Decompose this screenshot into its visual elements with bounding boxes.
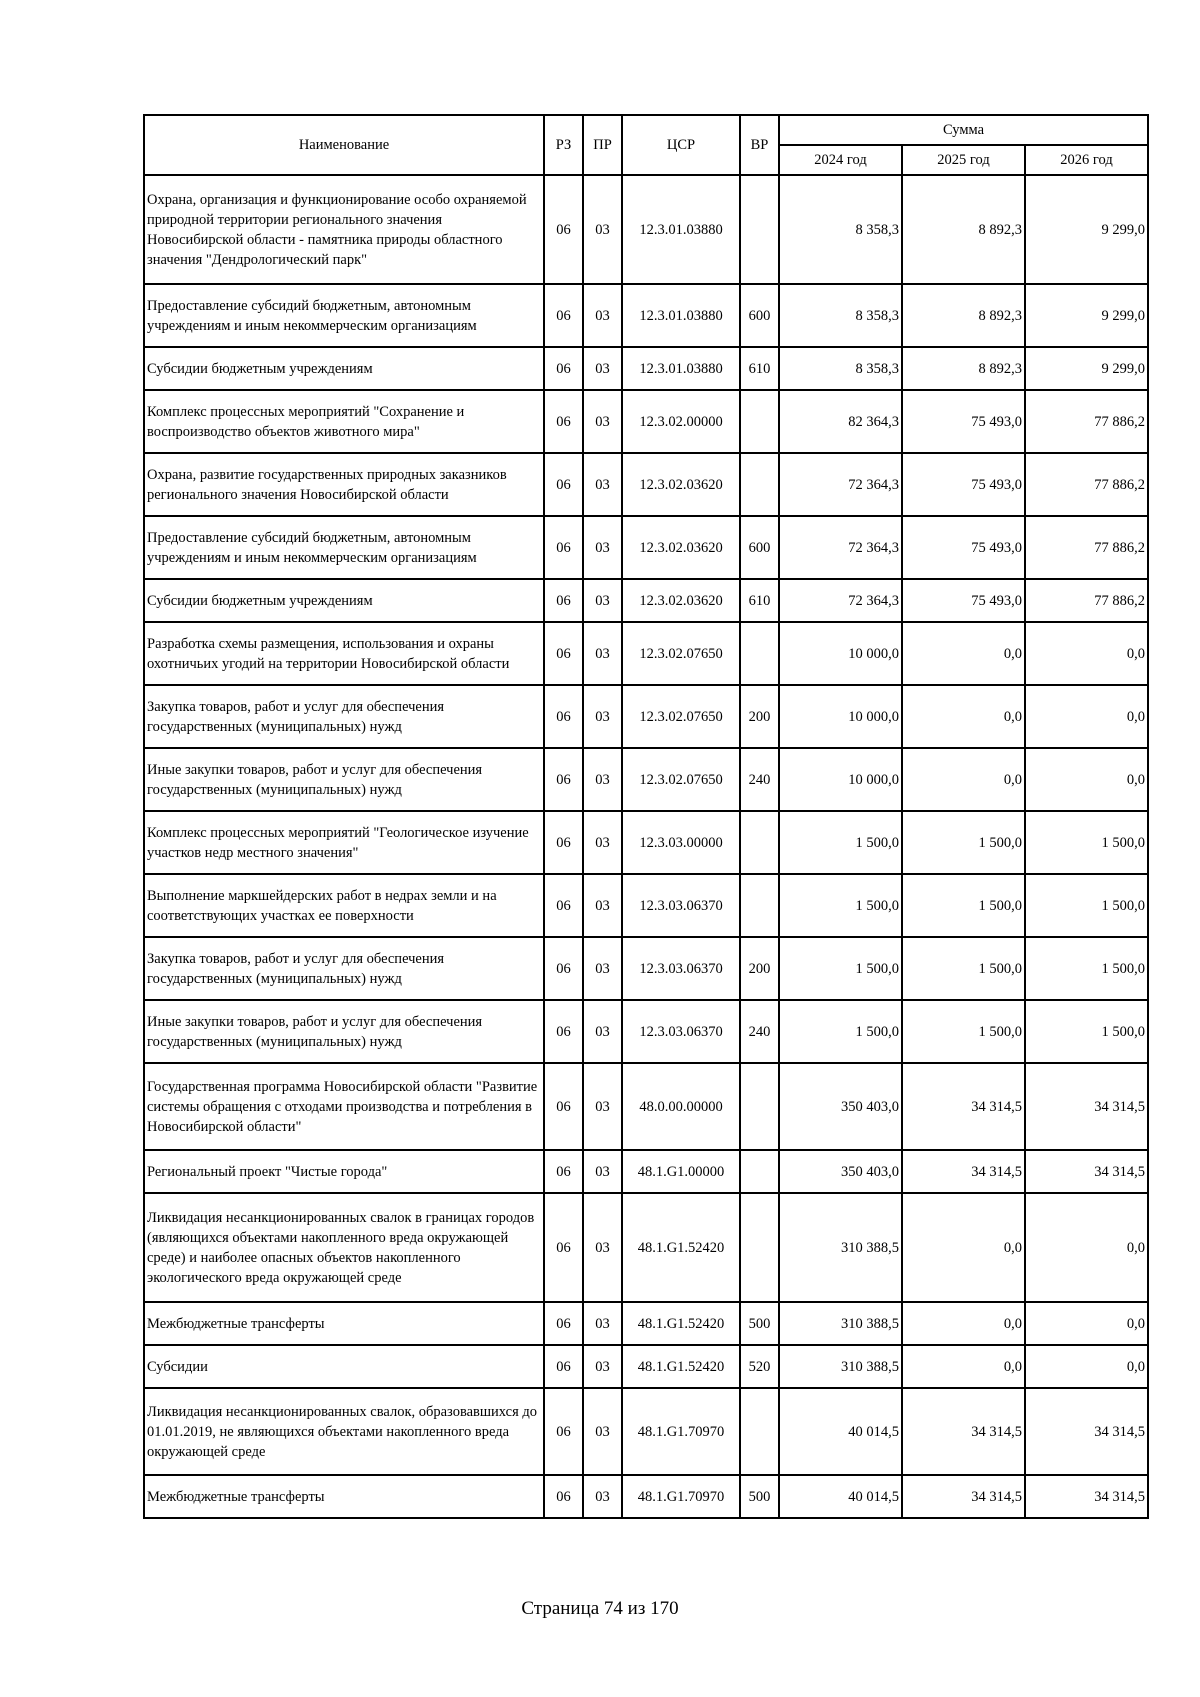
table-row (144, 1193, 1148, 1302)
row-vr: 600 (740, 284, 779, 347)
table-row (144, 874, 1148, 937)
header-csr: ЦСР (622, 115, 740, 175)
row-sum-2025: 0,0 (902, 1345, 1025, 1388)
row-sum-2025: 0,0 (902, 1302, 1025, 1345)
row-rz: 06 (544, 347, 583, 390)
row-rz: 06 (544, 516, 583, 579)
row-sum-2025: 0,0 (902, 685, 1025, 748)
row-vr (740, 1193, 779, 1302)
row-rz: 06 (544, 1345, 583, 1388)
row-sum-2024: 40 014,5 (779, 1388, 902, 1475)
row-rz: 06 (544, 1000, 583, 1063)
row-name: Субсидии бюджетным учреждениям (144, 347, 544, 390)
row-pr: 03 (583, 579, 622, 622)
row-pr: 03 (583, 1302, 622, 1345)
row-pr: 03 (583, 347, 622, 390)
row-rz: 06 (544, 1302, 583, 1345)
row-sum-2025: 75 493,0 (902, 390, 1025, 453)
row-pr: 03 (583, 1193, 622, 1302)
table-row (144, 811, 1148, 874)
row-pr: 03 (583, 390, 622, 453)
row-sum-2024: 8 358,3 (779, 175, 902, 284)
row-name: Выполнение маркшейдерских работ в недрах земли и на соответствующих участках ее поверхности (144, 874, 544, 937)
table-row (144, 453, 1148, 516)
row-vr (740, 390, 779, 453)
row-sum-2024: 40 014,5 (779, 1475, 902, 1518)
row-pr: 03 (583, 1475, 622, 1518)
row-sum-2024: 310 388,5 (779, 1302, 902, 1345)
row-vr: 600 (740, 516, 779, 579)
row-rz: 06 (544, 1150, 583, 1193)
row-pr: 03 (583, 1345, 622, 1388)
table-row (144, 579, 1148, 622)
row-sum-2026: 77 886,2 (1025, 390, 1148, 453)
row-sum-2025: 8 892,3 (902, 347, 1025, 390)
row-csr: 12.3.02.07650 (622, 685, 740, 748)
row-pr: 03 (583, 1000, 622, 1063)
row-rz: 06 (544, 874, 583, 937)
row-sum-2025: 75 493,0 (902, 579, 1025, 622)
table-row (144, 1063, 1148, 1150)
table-row (144, 622, 1148, 685)
row-vr (740, 1388, 779, 1475)
table-row (144, 390, 1148, 453)
row-vr (740, 874, 779, 937)
row-vr (740, 1150, 779, 1193)
table-row (144, 1345, 1148, 1388)
table-row (144, 1388, 1148, 1475)
row-csr: 12.3.02.03620 (622, 579, 740, 622)
row-sum-2026: 34 314,5 (1025, 1475, 1148, 1518)
row-sum-2025: 75 493,0 (902, 453, 1025, 516)
row-name: Охрана, организация и функционирование особо охраняемой природной территории регионального значения Новосибирской области - памятника природы областного значения "Дендрологический парк" (144, 175, 544, 284)
header-pr: ПР (583, 115, 622, 175)
row-sum-2025: 34 314,5 (902, 1475, 1025, 1518)
table-row (144, 347, 1148, 390)
row-name: Субсидии (144, 1345, 544, 1388)
row-csr: 12.3.03.06370 (622, 1000, 740, 1063)
row-vr: 500 (740, 1302, 779, 1345)
header-year-2024: 2024 год (779, 145, 902, 175)
header-year-2025: 2025 год (902, 145, 1025, 175)
row-name: Региональный проект "Чистые города" (144, 1150, 544, 1193)
row-sum-2026: 34 314,5 (1025, 1063, 1148, 1150)
row-csr: 12.3.02.07650 (622, 748, 740, 811)
row-rz: 06 (544, 1475, 583, 1518)
row-csr: 48.1.G1.52420 (622, 1302, 740, 1345)
row-rz: 06 (544, 1388, 583, 1475)
row-sum-2024: 1 500,0 (779, 1000, 902, 1063)
row-pr: 03 (583, 1388, 622, 1475)
row-vr: 610 (740, 347, 779, 390)
header-name: Наименование (144, 115, 544, 175)
row-sum-2026: 0,0 (1025, 622, 1148, 685)
table-row (144, 748, 1148, 811)
row-rz: 06 (544, 175, 583, 284)
row-sum-2025: 75 493,0 (902, 516, 1025, 579)
budget-table (143, 114, 1149, 1519)
table-row (144, 685, 1148, 748)
row-name: Предоставление субсидий бюджетным, автономным учреждениям и иным некоммерческим организациям (144, 516, 544, 579)
row-sum-2026: 77 886,2 (1025, 453, 1148, 516)
row-sum-2025: 1 500,0 (902, 1000, 1025, 1063)
row-sum-2026: 9 299,0 (1025, 175, 1148, 284)
row-sum-2024: 8 358,3 (779, 284, 902, 347)
row-sum-2026: 77 886,2 (1025, 579, 1148, 622)
row-sum-2026: 0,0 (1025, 748, 1148, 811)
table-row (144, 1302, 1148, 1345)
row-csr: 12.3.01.03880 (622, 284, 740, 347)
row-rz: 06 (544, 579, 583, 622)
row-vr: 500 (740, 1475, 779, 1518)
table-row (144, 284, 1148, 347)
row-sum-2026: 9 299,0 (1025, 347, 1148, 390)
row-pr: 03 (583, 175, 622, 284)
row-rz: 06 (544, 453, 583, 516)
row-vr: 610 (740, 579, 779, 622)
row-sum-2025: 34 314,5 (902, 1388, 1025, 1475)
row-sum-2024: 10 000,0 (779, 622, 902, 685)
row-pr: 03 (583, 516, 622, 579)
row-csr: 12.3.01.03880 (622, 175, 740, 284)
row-sum-2024: 72 364,3 (779, 453, 902, 516)
row-sum-2026: 1 500,0 (1025, 811, 1148, 874)
row-vr: 520 (740, 1345, 779, 1388)
table-row (144, 1150, 1148, 1193)
row-sum-2024: 82 364,3 (779, 390, 902, 453)
row-sum-2026: 34 314,5 (1025, 1150, 1148, 1193)
row-pr: 03 (583, 937, 622, 1000)
table-row (144, 1475, 1148, 1518)
row-csr: 12.3.02.03620 (622, 516, 740, 579)
row-csr: 12.3.03.06370 (622, 874, 740, 937)
row-sum-2024: 10 000,0 (779, 748, 902, 811)
row-sum-2024: 1 500,0 (779, 874, 902, 937)
table-row (144, 937, 1148, 1000)
row-rz: 06 (544, 811, 583, 874)
row-vr: 200 (740, 685, 779, 748)
row-sum-2025: 0,0 (902, 1193, 1025, 1302)
row-sum-2024: 1 500,0 (779, 811, 902, 874)
row-sum-2025: 8 892,3 (902, 175, 1025, 284)
row-name: Комплекс процессных мероприятий "Геологическое изучение участков недр местного значения" (144, 811, 544, 874)
row-pr: 03 (583, 748, 622, 811)
row-name: Межбюджетные трансферты (144, 1302, 544, 1345)
row-sum-2024: 350 403,0 (779, 1063, 902, 1150)
row-sum-2024: 310 388,5 (779, 1345, 902, 1388)
row-pr: 03 (583, 453, 622, 516)
row-rz: 06 (544, 685, 583, 748)
row-rz: 06 (544, 622, 583, 685)
header-sum: Сумма (779, 115, 1148, 145)
row-pr: 03 (583, 1150, 622, 1193)
row-sum-2026: 0,0 (1025, 685, 1148, 748)
row-sum-2024: 310 388,5 (779, 1193, 902, 1302)
row-sum-2025: 0,0 (902, 622, 1025, 685)
row-rz: 06 (544, 1063, 583, 1150)
row-sum-2024: 1 500,0 (779, 937, 902, 1000)
row-sum-2024: 8 358,3 (779, 347, 902, 390)
page-number: Страница 74 из 170 (521, 1598, 679, 1619)
row-csr: 12.3.03.06370 (622, 937, 740, 1000)
row-sum-2024: 10 000,0 (779, 685, 902, 748)
row-sum-2025: 1 500,0 (902, 811, 1025, 874)
table-row (144, 516, 1148, 579)
row-rz: 06 (544, 748, 583, 811)
row-name: Межбюджетные трансферты (144, 1475, 544, 1518)
row-name: Закупка товаров, работ и услуг для обеспечения государственных (муниципальных) нужд (144, 937, 544, 1000)
row-csr: 12.3.02.07650 (622, 622, 740, 685)
header-vr: ВР (740, 115, 779, 175)
row-name: Субсидии бюджетным учреждениям (144, 579, 544, 622)
row-name: Охрана, развитие государственных природных заказников регионального значения Новосибирской области (144, 453, 544, 516)
row-sum-2026: 34 314,5 (1025, 1388, 1148, 1475)
row-sum-2026: 0,0 (1025, 1193, 1148, 1302)
row-csr: 12.3.02.03620 (622, 453, 740, 516)
row-sum-2026: 0,0 (1025, 1302, 1148, 1345)
row-csr: 48.1.G1.70970 (622, 1388, 740, 1475)
row-name: Иные закупки товаров, работ и услуг для обеспечения государственных (муниципальных) нужд (144, 748, 544, 811)
row-rz: 06 (544, 1193, 583, 1302)
table-row (144, 175, 1148, 284)
row-csr: 48.0.00.00000 (622, 1063, 740, 1150)
row-csr: 48.1.G1.52420 (622, 1193, 740, 1302)
row-name: Разработка схемы размещения, использования и охраны охотничьих угодий на территории Новосибирской области (144, 622, 544, 685)
row-pr: 03 (583, 284, 622, 347)
row-sum-2026: 1 500,0 (1025, 874, 1148, 937)
header-rz: РЗ (544, 115, 583, 175)
row-name: Закупка товаров, работ и услуг для обеспечения государственных (муниципальных) нужд (144, 685, 544, 748)
row-pr: 03 (583, 1063, 622, 1150)
row-vr (740, 175, 779, 284)
row-sum-2025: 1 500,0 (902, 937, 1025, 1000)
row-pr: 03 (583, 622, 622, 685)
row-rz: 06 (544, 390, 583, 453)
row-sum-2024: 72 364,3 (779, 516, 902, 579)
row-pr: 03 (583, 685, 622, 748)
row-sum-2026: 77 886,2 (1025, 516, 1148, 579)
row-sum-2026: 0,0 (1025, 1345, 1148, 1388)
row-name: Государственная программа Новосибирской области "Развитие системы обращения с отходами производства и потребления в Новосибирской области" (144, 1063, 544, 1150)
row-vr: 240 (740, 748, 779, 811)
row-vr (740, 811, 779, 874)
row-pr: 03 (583, 874, 622, 937)
row-sum-2026: 1 500,0 (1025, 1000, 1148, 1063)
row-csr: 48.1.G1.52420 (622, 1345, 740, 1388)
row-vr (740, 453, 779, 516)
row-name: Ликвидация несанкционированных свалок в границах городов (являющихся объектами накопленного вреда окружающей среде) и наиболее опасных объектов накопленного экологического вреда окружающей среде (144, 1193, 544, 1302)
row-name: Предоставление субсидий бюджетным, автономным учреждениям и иным некоммерческим организациям (144, 284, 544, 347)
row-rz: 06 (544, 284, 583, 347)
row-sum-2024: 72 364,3 (779, 579, 902, 622)
row-name: Иные закупки товаров, работ и услуг для обеспечения государственных (муниципальных) нужд (144, 1000, 544, 1063)
row-name: Ликвидация несанкционированных свалок, образовавшихся до 01.01.2019, не являющихся объектами накопленного вреда окружающей среде (144, 1388, 544, 1475)
row-vr: 200 (740, 937, 779, 1000)
row-csr: 48.1.G1.70970 (622, 1475, 740, 1518)
row-sum-2026: 9 299,0 (1025, 284, 1148, 347)
header-year-2026: 2026 год (1025, 145, 1148, 175)
row-sum-2025: 1 500,0 (902, 874, 1025, 937)
row-csr: 12.3.03.00000 (622, 811, 740, 874)
row-rz: 06 (544, 937, 583, 1000)
row-pr: 03 (583, 811, 622, 874)
row-sum-2025: 34 314,5 (902, 1063, 1025, 1150)
row-csr: 48.1.G1.00000 (622, 1150, 740, 1193)
row-sum-2026: 1 500,0 (1025, 937, 1148, 1000)
row-csr: 12.3.01.03880 (622, 347, 740, 390)
row-csr: 12.3.02.00000 (622, 390, 740, 453)
row-sum-2025: 34 314,5 (902, 1150, 1025, 1193)
row-vr (740, 1063, 779, 1150)
row-sum-2025: 0,0 (902, 748, 1025, 811)
row-vr: 240 (740, 1000, 779, 1063)
row-sum-2025: 8 892,3 (902, 284, 1025, 347)
row-name: Комплекс процессных мероприятий "Сохранение и воспроизводство объектов животного мира" (144, 390, 544, 453)
table-body (144, 175, 1148, 1518)
row-vr (740, 622, 779, 685)
row-sum-2024: 350 403,0 (779, 1150, 902, 1193)
table-row (144, 1000, 1148, 1063)
